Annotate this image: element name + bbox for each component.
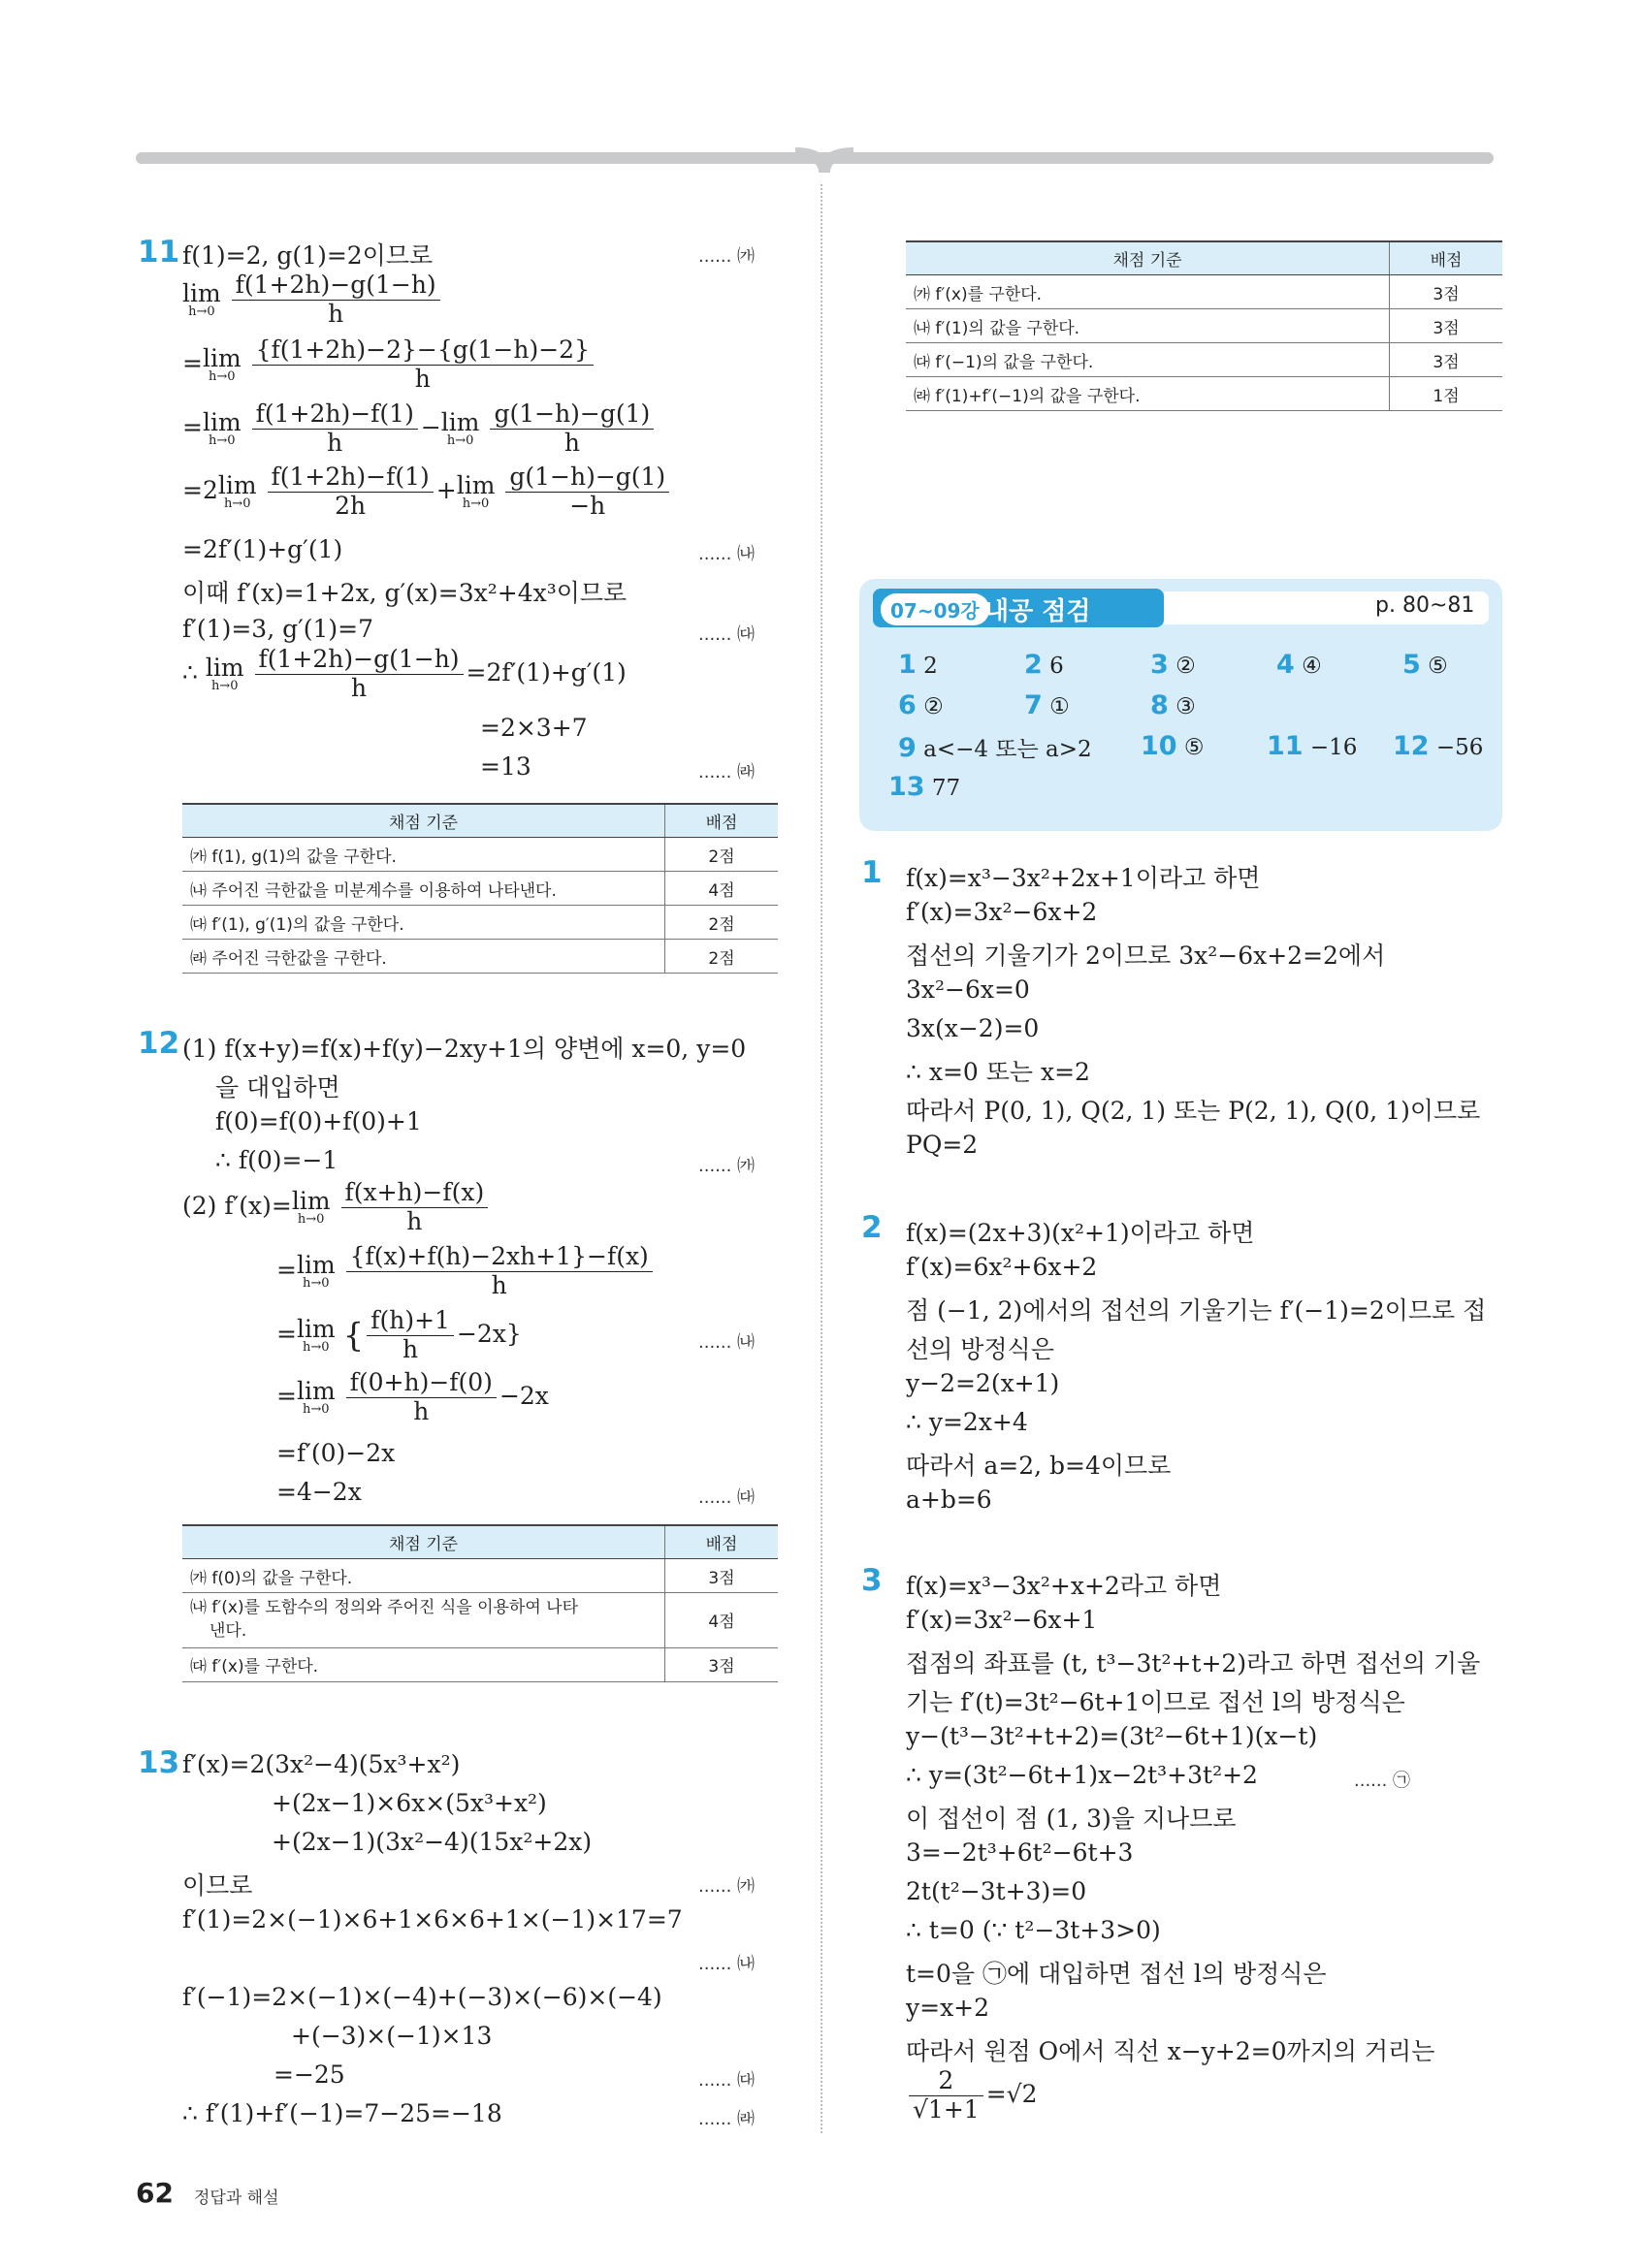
math-line: =2f′(1)+g′(1)	[182, 535, 343, 563]
math-line: =2lim h→0 $\frac{f(1+2h)-f(1)}{2h}$ +lim h→0 $\frac{g(1-h)-g(1)}{-h}$	[182, 463, 672, 521]
scoring-table-12: 채점 기준 배점 ㈎ f(0)의 값을 구한다. 3점 ㈏ f′(x)를 도함수의 정의와 주어진 식을 이용하여 나타 낸다. 4점 ㈐ f′(x)를 구한다. 3점	[182, 1524, 778, 1682]
page-footer-label: 정답과 해설	[194, 2188, 279, 2208]
answer-item: 13 77	[888, 772, 961, 802]
scoring-table-13: 채점 기준 배점 ㈎ f′(x)를 구한다. 3점 ㈏ f′(1)의 값을 구한다. 3점 ㈐ f′(−1)의 값을 구한다. 3점 ㈑ f′(1)+f′(−1)의 값을 구한다. 1점	[906, 240, 1502, 411]
math-line: a+b=6	[906, 1485, 992, 1514]
answer-item: 9 a<−4 또는 a>2	[898, 733, 1092, 763]
answer-item: 7 ①	[1024, 690, 1070, 720]
page-number: 62	[136, 2177, 174, 2209]
math-line: ∴ y=(3t²−6t+1)x−2t³+3t²+2	[906, 1761, 1258, 1789]
math-line: 3=−2t³+6t²−6t+3	[906, 1838, 1134, 1867]
math-line: 따라서 P(0, 1), Q(2, 1) 또는 P(2, 1), Q(0, 1)이므로	[906, 1097, 1481, 1125]
step-marker: ...... ㈎	[698, 1156, 756, 1176]
review-pages: p. 80~81	[1375, 593, 1475, 618]
math-line: f′(x)=6x²+6x+2	[906, 1253, 1098, 1281]
math-line: =−25	[274, 2060, 345, 2089]
review-badge: 07~09강	[881, 593, 989, 625]
problem-number: 12	[138, 1026, 180, 1061]
math-line: =lim h→0 $\frac{f(1+2h)-f(1)}{h}$ −lim h→0 $\frac{g(1-h)-g(1)}{h}$	[182, 400, 657, 458]
step-marker: ...... ㈏	[698, 1332, 756, 1353]
math-line: (2) f′(x)=lim h→0 $\frac{f(x+h)-f(x)}{h}$	[182, 1179, 491, 1236]
review-title: 내공 점검	[984, 597, 1091, 626]
step-marker: ...... ㈐	[698, 624, 756, 645]
math-line: f′(x)=3x²−6x+1	[906, 1606, 1098, 1634]
math-line: f(x)=x³−3x²+x+2라고 하면	[906, 1572, 1222, 1600]
answer-item: 12 −56	[1393, 731, 1484, 761]
step-marker: ...... ㈑	[698, 762, 756, 783]
equation-marker: ...... ㉠	[1354, 1771, 1411, 1791]
math-line: f′(x)=3x²−6x+2	[906, 898, 1098, 926]
answer-item: 8 ③	[1150, 690, 1196, 720]
math-line: =2×3+7	[480, 714, 588, 742]
math-line: 2t(t²−3t+3)=0	[906, 1877, 1087, 1905]
math-line: 접선의 기울기가 2이므로 3x²−6x+2=2에서	[906, 942, 1386, 970]
math-line: f′(x)=2(3x²−4)(5x³+x²)	[182, 1750, 461, 1778]
answer-item: 5 ⑤	[1402, 650, 1448, 680]
math-line: 이 접선이 점 (1, 3)을 지나므로	[906, 1805, 1237, 1833]
answer-item: 10 ⑤	[1141, 731, 1205, 761]
math-line: f′(1)=3, g′(1)=7	[182, 615, 374, 643]
top-notch	[795, 145, 853, 175]
math-line: 3x²−6x=0	[906, 975, 1030, 1004]
math-line: t=0을 ㉠에 대입하면 접선 l의 방정식은	[906, 1960, 1327, 1988]
math-line: =lim h→0 $\frac{f(0+h)-f(0)}{h}$ −2x	[276, 1368, 549, 1425]
math-line: =4−2x	[276, 1478, 362, 1506]
math-line: ∴ f(0)=−1	[215, 1146, 338, 1174]
math-line: 이므로	[182, 1871, 253, 1900]
math-line: =13	[480, 752, 531, 781]
math-line: PQ=2	[906, 1131, 979, 1159]
step-marker: ...... ㈏	[698, 544, 756, 564]
math-line: 점 (−1, 2)에서의 접선의 기울기는 f′(−1)=2이므로 접	[906, 1296, 1487, 1325]
math-line: 이때 f′(x)=1+2x, g′(x)=3x²+4x³이므로	[182, 579, 628, 607]
math-line: ∴ lim h→0 $\frac{f(1+2h)-g(1-h)}{h}$ =2f′(1)+g′(1)	[182, 645, 627, 702]
math-line: y=x+2	[906, 1994, 990, 2022]
math-line: f(0)=f(0)+f(0)+1	[215, 1107, 422, 1135]
problem-number: 1	[861, 855, 883, 890]
math-line: 선의 방정식은	[906, 1335, 1054, 1363]
math-line: $\frac{2}{√1+1}$ =√2	[906, 2067, 1038, 2124]
math-line: 접점의 좌표를 (t, t³−3t²+t+2)라고 하면 접선의 기울	[906, 1649, 1481, 1677]
math-line: ∴ x=0 또는 x=2	[906, 1058, 1090, 1086]
math-line: +(−3)×(−1)×13	[291, 2022, 493, 2050]
answer-item: 6 ②	[898, 690, 944, 720]
math-line: 따라서 원점 O에서 직선 x−y+2=0까지의 거리는	[906, 2037, 1435, 2065]
math-line: f(x)=x³−3x²+2x+1이라고 하면	[906, 864, 1261, 892]
step-marker: ...... ㈏	[698, 1954, 756, 1974]
math-line: ∴ f′(1)+f′(−1)=7−25=−18	[182, 2099, 502, 2127]
math-line: +(2x−1)(3x²−4)(15x²+2x)	[272, 1828, 593, 1856]
math-line: 3x(x−2)=0	[906, 1014, 1040, 1042]
math-line: ∴ t=0 (∵ t²−3t+3>0)	[906, 1916, 1161, 1944]
math-line: 을 대입하면	[215, 1073, 340, 1102]
step-marker: ...... ㈑	[698, 2109, 756, 2129]
scoring-table-11: 채점 기준 배점 ㈎ f(1), g(1)의 값을 구한다. 2점 ㈏ 주어진 극한값을 미분계수를 이용하여 나타낸다. 4점 ㈐ f′(1), g′(1)의 값을 구한다. 2점 ㈑ 주어진 극한값을 구한다. 2점	[182, 803, 778, 974]
step-marker: ...... ㈐	[698, 2070, 756, 2091]
math-line: f′(1)=2×(−1)×6+1×6×6+1×(−1)×17=7	[182, 1905, 683, 1933]
math-line: lim h→0 $\frac{f(1+2h)-g(1-h)}{h}$	[182, 272, 443, 329]
answer-item: 4 ④	[1276, 650, 1322, 680]
math-line: =lim h→0 $\frac{\{f(1+2h)-2\}-\{g(1-h)-2\}}{h}$	[182, 336, 596, 394]
answer-item: 3 ②	[1150, 650, 1196, 680]
math-line: f′(−1)=2×(−1)×(−4)+(−3)×(−6)×(−4)	[182, 1983, 662, 2011]
math-line: =lim h→0 { $\frac{f(h)+1}{h}$ −2x}	[276, 1306, 522, 1363]
math-line: ∴ y=2x+4	[906, 1408, 1028, 1436]
math-line: f(x)=(2x+3)(x²+1)이라고 하면	[906, 1219, 1255, 1247]
math-line: f(1)=2, g(1)=2이므로	[182, 241, 434, 270]
math-line: y−2=2(x+1)	[906, 1369, 1060, 1397]
problem-number: 11	[138, 235, 180, 270]
problem-number: 3	[861, 1563, 883, 1598]
problem-number: 13	[138, 1745, 180, 1780]
answer-item: 1 2	[898, 650, 938, 680]
column-divider	[821, 184, 822, 2133]
math-line: 따라서 a=2, b=4이므로	[906, 1452, 1172, 1480]
math-line: 기는 f′(t)=3t²−6t+1이므로 접선 l의 방정식은	[906, 1688, 1405, 1716]
step-marker: ...... ㈎	[698, 246, 756, 267]
math-line: +(2x−1)×6x×(5x³+x²)	[272, 1789, 547, 1817]
problem-number: 2	[861, 1210, 883, 1245]
step-marker: ...... ㈎	[698, 1876, 756, 1897]
answer-item: 11 −16	[1267, 731, 1358, 761]
math-line: =lim h→0 $\frac{\{f(x)+f(h)-2xh+1\}-f(x)}{h}$	[276, 1243, 656, 1300]
math-line: (1) f(x+y)=f(x)+f(y)−2xy+1의 양변에 x=0, y=0	[182, 1035, 747, 1063]
answer-item: 2 6	[1024, 650, 1064, 680]
math-line: y−(t³−3t²+t+2)=(3t²−6t+1)(x−t)	[906, 1722, 1318, 1750]
math-line: =f′(0)−2x	[276, 1439, 396, 1467]
step-marker: ...... ㈐	[698, 1487, 756, 1508]
